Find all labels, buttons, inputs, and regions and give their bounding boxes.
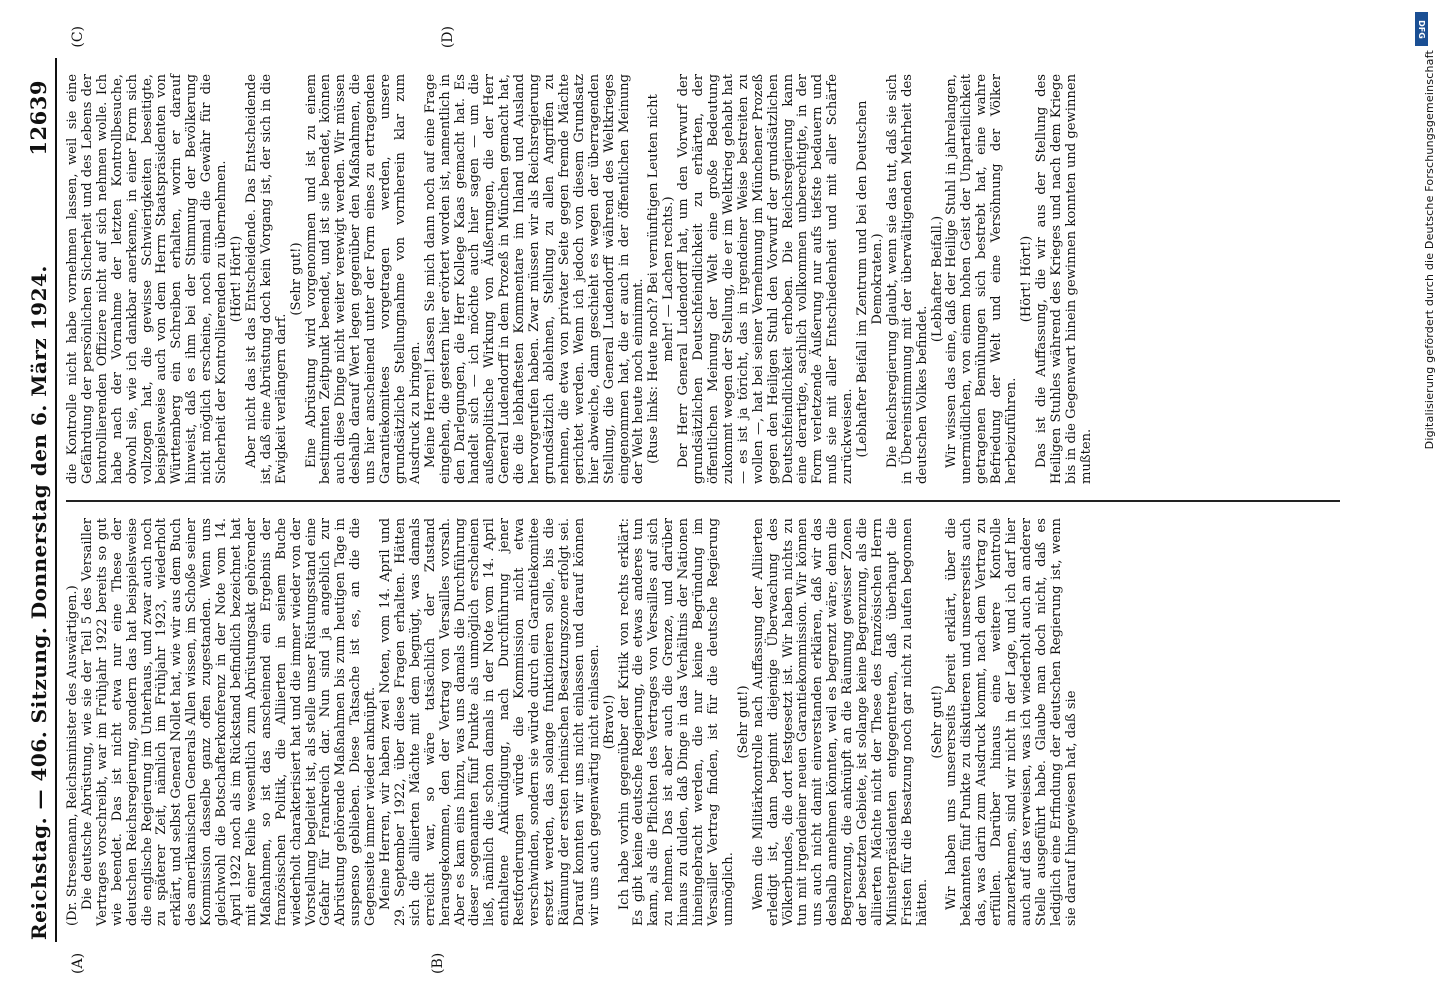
left-column xyxy=(66,500,1340,942)
paragraph: Ich habe vorhin gegenüber der Kritik von rechts erklärt: Es gibt keine deutsche Regierung, die etwas anderes tun kann, als die Pflichten des Vertrages von Versailles auf sich zu nehmen. Das ist aber auch die Grenze, und darüber hinaus zu dulden, daß Dinge in das Verhältnis der Nationen hineingebracht werden, die nur keine Begründung im Versailler Vertrag finden, ist für die deutsche Regierung unmöglich. xyxy=(616,518,736,926)
margin-mark-a: (A) xyxy=(70,952,86,974)
reaction: (Ruse links: Heute noch? Bei vernünftigen Leuten nicht mehr! — Lachen rechts.) xyxy=(646,94,677,464)
reaction: (Sehr gut!) xyxy=(929,685,945,759)
paragraph: Das ist die Auffassung, die wir aus der Stellung des Heiligen Stuhles während des Krieges und nach dem Kriege bis in die Gegenwart hinein gewinnen konnten und gewinnen mußten. xyxy=(1033,74,1094,484)
reaction: (Sehr gut!) xyxy=(735,685,751,759)
reaction: (Lebhafter Beifall im Zentrum und bei den Deutschen Demokraten.) xyxy=(855,100,885,458)
paragraph: Die deutsche Abrüstung, wie sie der Teil 5 des Versailler Vertrages vorschreibt, war im Frühjahr 1922 bereits so gut wie beendet. Das ist nicht etwa nur eine These der deutschen Reichsregierung, sondern das hat beispielsweise die englische Regierung im Unterhaus, und zwar auch noch zu späterer Zeit, nämlich im Frühjahr 1923, wiederholt erklärt, und selbst General Nollet hat, wie wir aus dem Buch des amerikanischen Generals Allen wissen, im Schoße seiner Kommission dasselbe ganz offen zugestanden. Wenn uns gleichwohl die Botschafterkonferenz in der Note vom 14. April 1922 noch als im Rückstand befindlich bezeichnet hat mit einer Reihe wesentlich zum Abrüstungsakt gehörender Maßnahmen, so ist das anscheinend ein Ergebnis der französischen Politik, die Alliierten in seinem Buche wiederholt charakterisiert hat und die immer wieder von der Vorstellung begleitet ist, als stelle unser Rüstungsstand eine Gefahr für Frankreich dar. Nun sind ja angeblich zur Abrüstung gehörende Maßnahmen bis zum heutigen Tage in suspenso geblieben. Diese Tatsache ist es, an die die Gegenseite immer wieder anknüpft. xyxy=(79,518,379,926)
paragraph: Wir wissen das eine, daß der Heilige Stuhl in jahrelangen, unermüdlichen, von einem hohen Geist der Unparteilichkeit getragenen Bemühungen sich bestrebt hat, eine wahre Befriedung der Welt und eine Versöhnung der Völker herbeizuführen. xyxy=(944,74,1020,484)
paragraph: Meine Herren! Lassen Sie mich dann noch auf eine Frage eingehen, die gestern hier erörtert worden ist, namentlich in den Darlegungen, die Herr Kollege Kaas gemacht hat. Es handelt sich — ich möchte auch hier sagen — um die außenpolitische Wirkung von Äußerungen, die der Herr General Ludendorff in dem Prozeß in München gemacht hat, die die lebhaftesten Kommentare im Inland und Ausland hervorgerufen haben. Zwar müssen wir als Reichsregierung grundsätzlich ablehnen, Stellung zu allen Angriffen zu nehmen, die etwa von privater Seite gegen fremde Mächte gerichtet werden. Wenn ich jedoch von diesem Grundsatz hier abweiche, dann geschieht es wegen der überragenden Stellung, die General Ludendorff während des Weltkrieges eingenommen hat, die er auch in der öffentlichen Meinung der Welt heute noch einnimmt. xyxy=(422,74,647,484)
paragraph: Der Herr General Ludendorff hat, um den Vorwurf der grundsätzlichen Deutschfeindlichkeit zu erhärten, der öffentlichen Meinung der Welt eine große Bedeutung zukommt wegen der Stellung, die er im Weltkrieg gehabt hat — es ist ja töricht, das in irgendeiner Weise bestreiten zu wollen —, hat bei seiner Vernehmung im Münchener Prozeß gegen den Heiligen Stuhl den Vorwurf der grundsätzlichen Deutschfeindlichkeit erhoben. Die Reichsregierung kann eine derartige, sachlich vollkommen unberechtigte, in der Form verletzende Äußerung nur aufs tiefste bedauern und muß sie mit aller Entschiedenheit und mit aller Schärfe zurückweisen. xyxy=(676,74,856,484)
text-columns xyxy=(66,58,1340,942)
paragraph: Die Reichsregierung glaubt, wenn sie das tut, daß sie sich in Übereinstimmung mit der überwältigenden Mehrheit des deutschen Volkes befindet. xyxy=(884,74,930,484)
paragraph: Wenn die Militärkontrolle nach Auffassung der Alliierten erledigt ist, dann beginnt diejenige Überwachung des Völkerbundes, die dort festgesetzt ist. Wir haben nichts zu tun mit irgendeiner neuen Garantiekommission. Wir können uns auch nicht damit einverstanden erklären, daß wir das deshalb annehmen könnten, weil es begrenzt wäre; denn die Begrenzung, die anknüpft an die Räumung gewisser Zonen der besetzten Gebiete, ist solange keine Begrenzung, als die alliierten Mächte nicht der These des französischen Herrn Ministerpräsidenten entgegentreten, daß überhaupt die Fristen für die Besatzung noch gar nicht zu laufen begonnen hätten. xyxy=(750,518,930,926)
speaker-line: (Dr. Stresemann, Reichsminister des Auswärtigen.) xyxy=(65,585,80,926)
paragraph: Eine Abrüstung wird vorgenommen und ist zu einem bestimmten Zeitpunkt beendet, und ist sie beendet, können auch diese Dinge nicht weiter verewigt werden. Wir müssen deshalb darauf Wert legen gegenüber den Maßnahmen, die uns hier anscheinend unter der Form eines zu ertragenden Garantiekomitees vorgetragen werden, unsere grundsätzliche Stellungnahme von vornherein klar zum Ausdruck zu bringen. xyxy=(303,74,423,484)
paragraph: die Kontrolle nicht habe vornehmen lassen, weil sie eine Gefährdung der persönlichen Sicherheit und des Lebens der kontrollierenden Offiziere nicht auf sich nehmen wolle. Ich habe nach der Vornahme der letzten Kontrollbesuche, obwohl sie, wie ich dankbar anerkenne, in einer Form sich vollzogen hat, die gewisse Schwierigkeiten beseitigte, beispielsweise auch von dem Herrn Staatspräsidenten von Württemberg ein Schreiben erhalten, worin er darauf hinweist, daß es ihm bei der Stimmung der Bevölkerung nicht möglich erscheine, noch einmal die Gewähr für die Sicherheit der Kontrollierenden zu übernehmen. xyxy=(65,74,230,484)
reaction: (Sehr gut!) xyxy=(288,242,304,316)
credit-text: Digitalisierung gefördert durch die Deutsche Forschungsgemeinschaft xyxy=(1423,50,1436,450)
page-number: 12639 xyxy=(26,80,51,156)
right-column xyxy=(66,58,1340,500)
dfg-logo xyxy=(1415,12,1428,46)
paragraph: Aber nicht das ist das Entscheidende. Das Entscheidende ist, daß eine Abrüstung doch kein Vorgang ist, der sich in die Ewigkeit verlängern darf. xyxy=(243,74,289,484)
page-header xyxy=(26,58,57,942)
paragraph: Meine Herren, wir haben zwei Noten, vom 14. April und 29. September 1922, über diese Fragen erhalten. Hätten sich die alliierten Mächte mit dem begnügt, was damals erreicht war, so wäre tatsächlich der Zustand herausgekommen, den der Vertrag von Versailles vorsah. Aber es kam eins hinzu, was uns damals die Durchführung dieser sogenannten fünf Punkte als unmöglich erscheinen ließ, nämlich die schon damals in der Note vom 14. April enthaltene Ankündigung, nach Durchführung jener Restforderungen würde die Kommission nicht etwa verschwinden, sondern sie würde durch ein Garantiekomitee ersetzt werden, das solange funktionieren solle, bis die Räumung der ersten rheinischen Besatzungszone erfolgt sei. Darauf konnten wir uns nicht einlassen und darauf können wir uns auch gegenwärtig nicht einlassen. xyxy=(378,518,602,926)
margin-mark-d: (D) xyxy=(440,26,456,49)
reaction: (Lebhafter Beifall.) xyxy=(929,215,945,343)
paragraph: Wir haben uns unsererseits bereit erklärt, über die bekannten fünf Punkte zu diskutieren und unsererseits auch das, was darin zum Ausdruck kommt, nach dem Vertrag zu erfüllen. Darüber hinaus eine weitere Kontrolle anzuerkennen, sind wir nicht in der Lage, und ich darf hier auch auf das verweisen, was ich wiederholt auch an anderer Stelle ausgeführt habe. Glaube man doch nicht, daß es lediglich eine Erfindung der deutschen Regierung ist, wenn sie darauf hingewiesen hat, daß sie xyxy=(944,518,1079,926)
reaction: (Bravo!) xyxy=(601,694,617,750)
credit-strip xyxy=(1412,6,1436,994)
dfg-logo-text: DFG xyxy=(1417,19,1427,39)
reaction: (Hört! Hört!) xyxy=(1019,235,1034,323)
header-title: Reichstag. — 406. Sitzung. Donnerstag den 6. März 1924. xyxy=(27,265,51,940)
margin-mark-c: (C) xyxy=(70,26,86,48)
margin-mark-b: (B) xyxy=(430,952,446,974)
reaction: (Hört! Hört!) xyxy=(228,235,244,323)
